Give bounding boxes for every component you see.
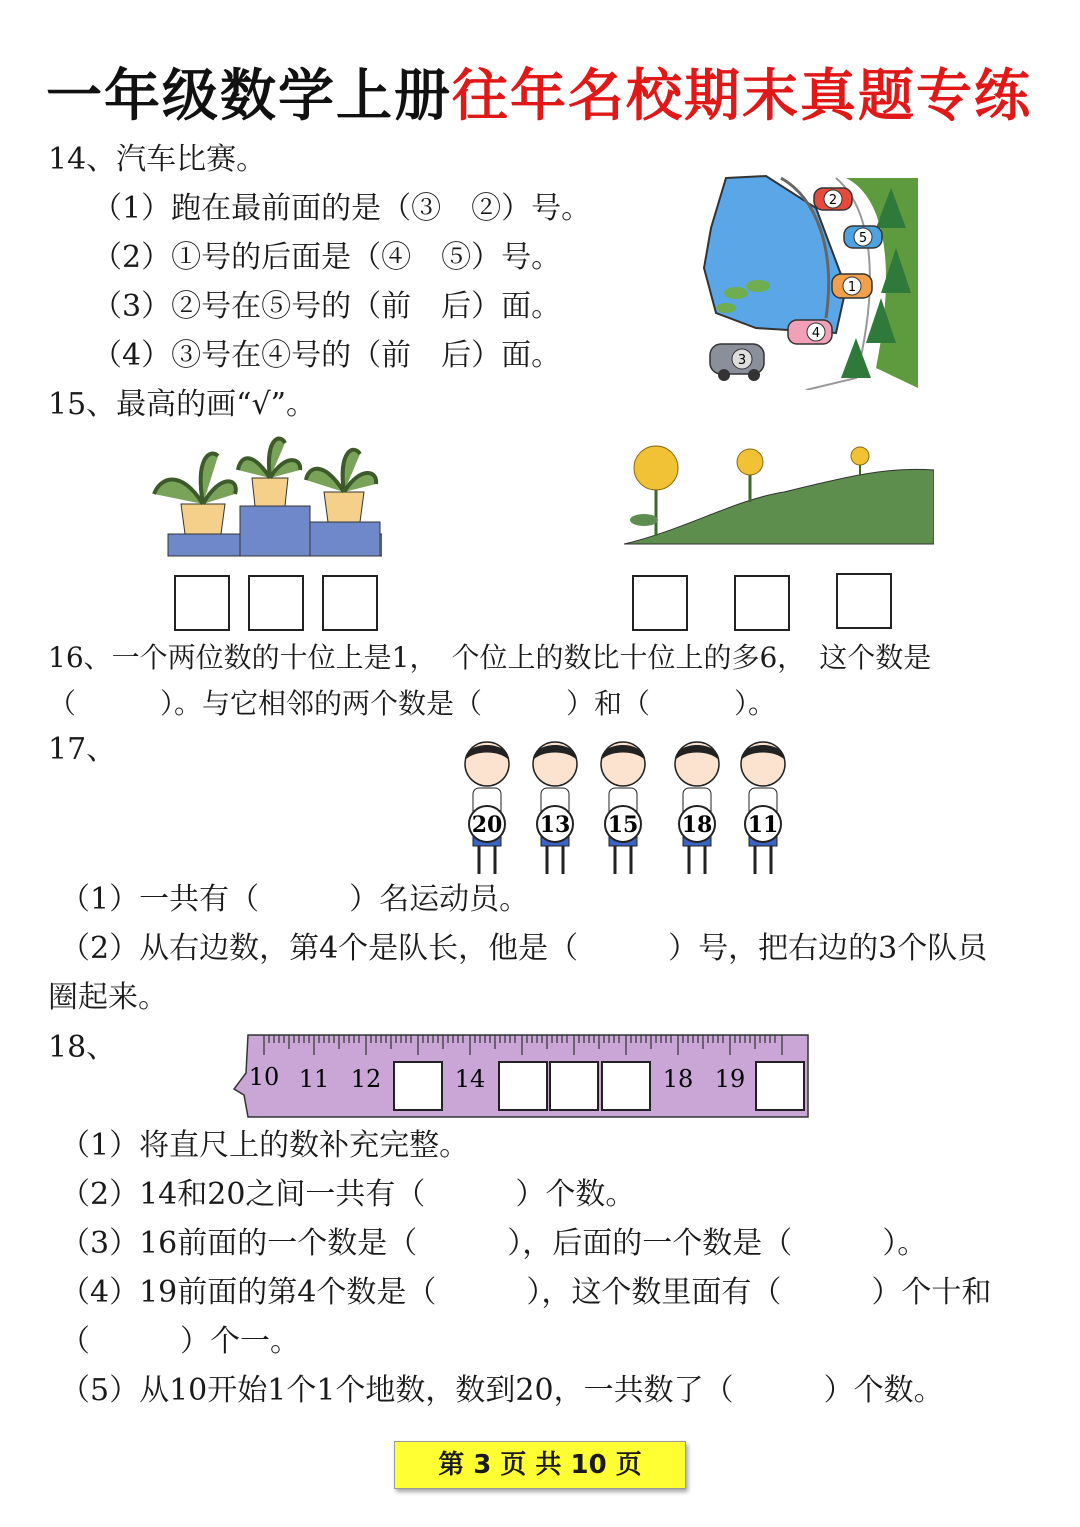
title-red: 往年名校期末真题专练: [452, 64, 1032, 129]
answer-box-flower-3[interactable]: [836, 573, 892, 629]
flower-right: [851, 447, 869, 476]
ruler-blank-16[interactable]: [549, 1061, 599, 1111]
ruler-label-11: 11: [298, 1065, 330, 1093]
flower-left: [630, 446, 678, 536]
potted-plants-illustration: [150, 428, 382, 558]
q18-item-4: （4）19前面的第4个数是（ ），这个数里面有（ ）个十和: [60, 1275, 992, 1310]
car-race-illustration: [696, 168, 918, 390]
q17-heading: 17、: [48, 732, 117, 767]
ruler-label-12: 12: [350, 1065, 382, 1093]
answer-box-plant-2[interactable]: [248, 575, 304, 631]
car-5: [844, 226, 882, 248]
athlete-5-number: 11: [747, 812, 779, 838]
q18-item-5: （5）从10开始1个1个地数，数到20，一共数了（ ）个数。: [60, 1373, 944, 1408]
q16-line-1: 16、一个两位数的十位上是1， 个位上的数比十位上的多6， 这个数是: [48, 641, 932, 674]
car-3-label: 3: [737, 353, 747, 368]
page-number-badge: 第 3 页 共 10 页: [394, 1441, 686, 1489]
ruler-label-10: 10: [248, 1063, 280, 1091]
q18-item-3: （3）16前面的一个数是（ ），后面的一个数是（ ）。: [60, 1226, 928, 1261]
car-1: [832, 274, 872, 298]
car-1-label: 1: [847, 280, 857, 295]
q14-item-2: （2）①号的后面是（④ ⑤）号。: [92, 240, 562, 275]
car-2: [814, 188, 852, 210]
title-black: 一年级数学上册: [46, 64, 452, 129]
athlete-5: [741, 742, 785, 874]
car-4: [788, 320, 832, 344]
stand-middle: [240, 506, 310, 556]
q14-item-3: （3）②号在⑤号的（前 后）面。: [92, 289, 562, 324]
ruler-blank-15[interactable]: [498, 1061, 548, 1111]
car-4-label: 4: [811, 326, 821, 341]
answer-box-plant-3[interactable]: [322, 575, 378, 631]
athlete-4: [675, 742, 719, 874]
lily-pad: [724, 287, 748, 299]
car-5-label: 5: [858, 231, 868, 246]
q17-part-2: （2）从右边数，第4个是队长，他是（ ）号，把右边的3个队员: [60, 931, 988, 966]
plant-left: [154, 454, 236, 534]
q16-line-2: （ ）。与它相邻的两个数是（ ）和（ ）。: [48, 687, 777, 720]
athlete-3-number: 15: [607, 812, 639, 838]
athlete-1-number: 20: [471, 812, 503, 838]
car-3: [710, 344, 764, 381]
q17-part-1: （1）一共有（ ）名运动员。: [60, 882, 530, 917]
answer-box-plant-1[interactable]: [174, 575, 230, 631]
athletes-illustration: [455, 740, 795, 878]
answer-box-flower-2[interactable]: [734, 575, 790, 631]
answer-box-flower-1[interactable]: [632, 575, 688, 631]
tree-icon: [841, 338, 871, 378]
hill-flowers-illustration: [624, 430, 934, 546]
athlete-1: [465, 742, 509, 874]
q14-item-4: （4）③号在④号的（前 后）面。: [92, 338, 562, 373]
athlete-4-number: 18: [681, 812, 713, 838]
ruler-blank-17[interactable]: [601, 1061, 651, 1111]
q14-item-1: （1）跑在最前面的是（③ ②）号。: [92, 191, 592, 226]
lily-pad: [716, 303, 736, 313]
q18-heading: 18、: [48, 1030, 117, 1065]
q15-heading: 15、最高的画“√”。: [48, 387, 316, 422]
athlete-3: [601, 742, 645, 874]
lily-pad: [746, 280, 770, 292]
ruler-label-19: 19: [714, 1065, 746, 1093]
page-title: [46, 52, 1032, 132]
q14-heading: 14、汽车比赛。: [48, 142, 267, 177]
q18-item-4-cont: （ ）个一。: [60, 1324, 300, 1359]
flower-middle: [737, 449, 763, 502]
plant-right: [306, 450, 376, 522]
stand-right: [310, 522, 380, 556]
ruler-label-18: 18: [662, 1065, 694, 1093]
q18-item-1: （1）将直尺上的数补充完整。: [60, 1128, 470, 1163]
ruler-label-14: 14: [454, 1065, 486, 1093]
athlete-2-number: 13: [539, 812, 571, 838]
ruler-blank-20[interactable]: [755, 1061, 805, 1111]
plant-middle: [238, 439, 300, 506]
athlete-2: [533, 742, 577, 874]
q18-item-2: （2）14和20之间一共有（ ）个数。: [60, 1177, 636, 1212]
car-2-label: 2: [828, 193, 838, 208]
ruler-blank-13[interactable]: [393, 1061, 443, 1111]
q17-part-2-cont: 圈起来。: [48, 980, 168, 1015]
